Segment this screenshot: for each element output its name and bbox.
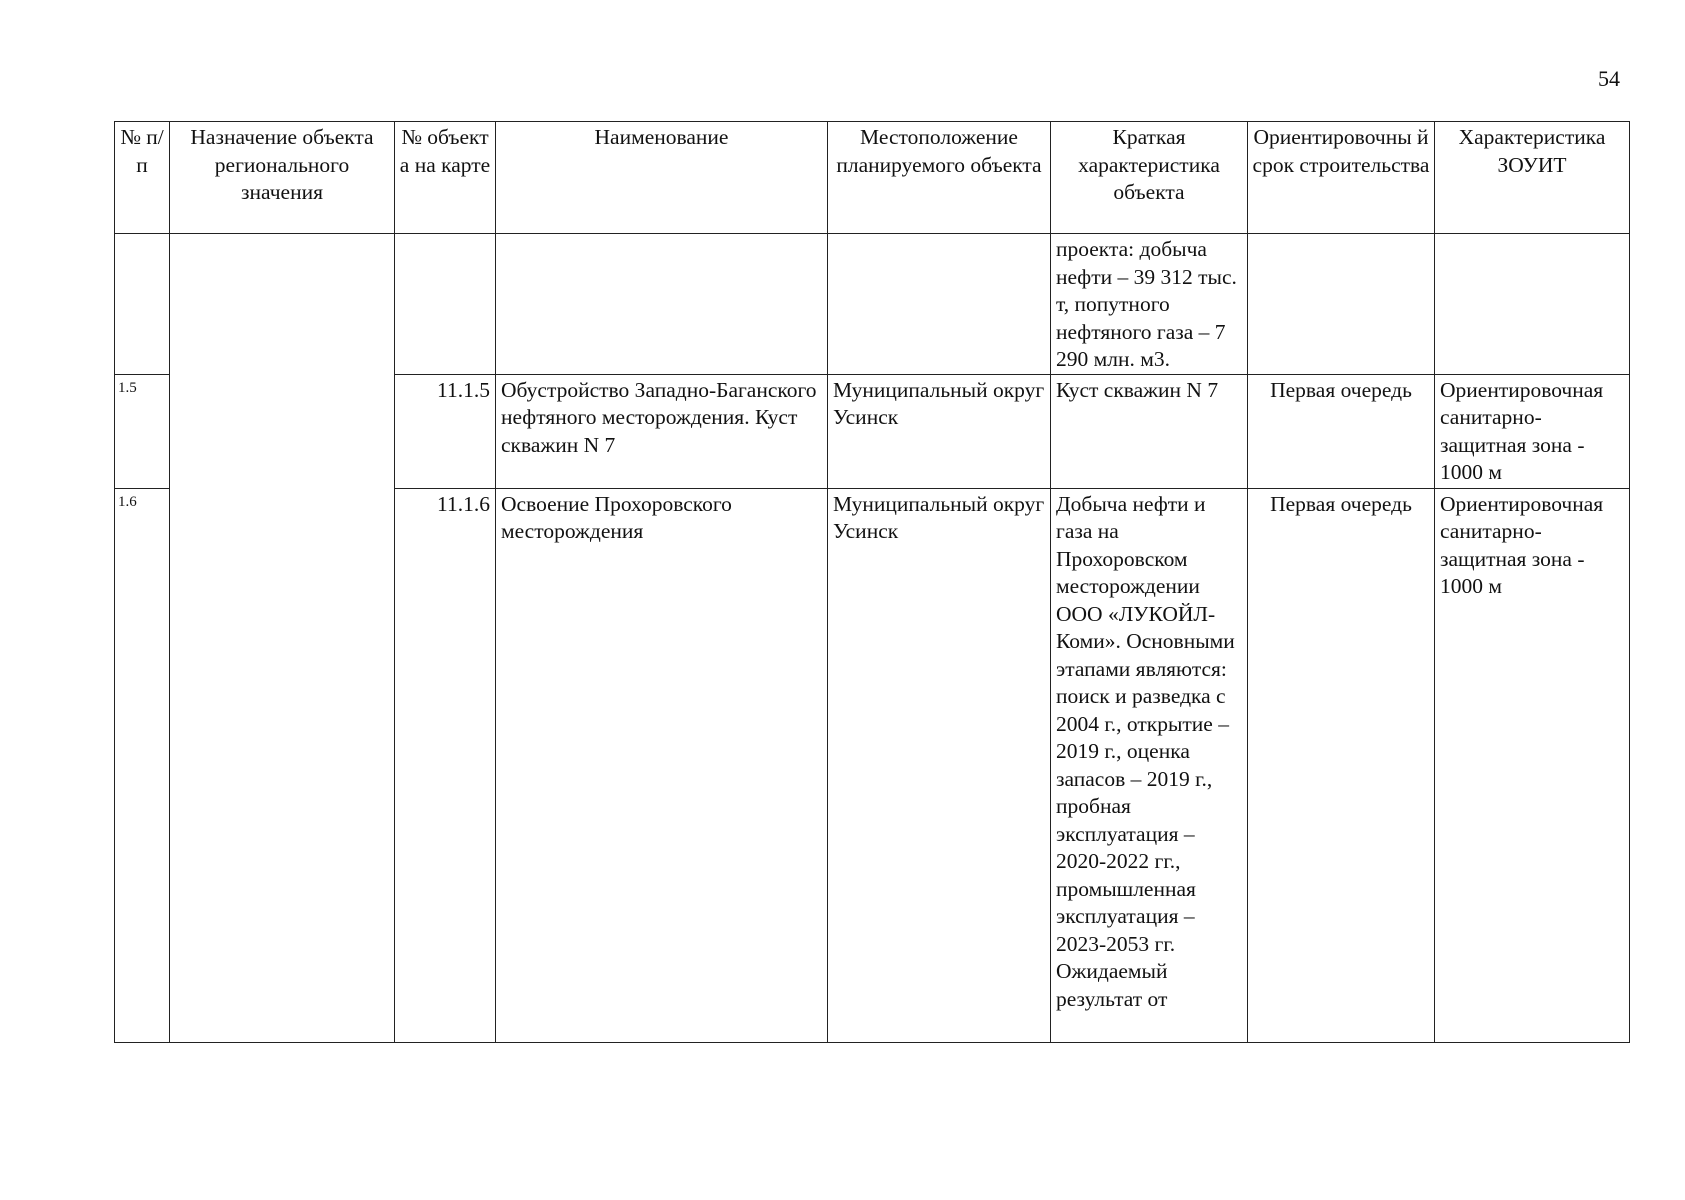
map-num-cell: 11.1.5 [395,374,496,488]
name-cell: Освоение Прохоровского месторождения [496,488,828,1042]
header-purpose: Назначение объекта регионального значения [170,122,395,234]
location-cell [828,234,1051,375]
header-name: Наименование [496,122,828,234]
description-cell: Куст скважин N 7 [1051,374,1248,488]
row-num-cell [115,234,170,375]
description-cell: Добыча нефти и газа на Прохоровском месторождении ООО «ЛУКОЙЛ-Коми». Основными этапами являются: поиск и разведка с 2004 г., открытие – 2019 г., оценка запасов – 2019 г., пробная эксплуатация – 2020-2022 гг., промышленная эксплуатация – 2023-2053 гг. Ожидаемый результат от [1051,488,1248,1042]
table-row [115,234,1630,375]
term-cell [1248,234,1435,375]
term-cell: Первая очередь [1248,374,1435,488]
name-cell [496,234,828,375]
header-zouit: Характеристика ЗОУИТ [1435,122,1630,234]
header-num: № п/п [115,122,170,234]
header-term: Ориентировочны й срок строительства [1248,122,1435,234]
zouit-cell [1435,234,1630,375]
description-cell: проекта: добыча нефти – 39 312 тыс. т, попутного нефтяного газа – 7 290 млн. м3. [1051,234,1248,375]
term-cell: Первая очередь [1248,488,1435,1042]
header-description: Краткая характеристика объекта [1051,122,1248,234]
map-num-cell: 11.1.6 [395,488,496,1042]
objects-table [114,121,1630,1043]
zouit-cell: Ориентировочная санитарно-защитная зона - 1000 м [1435,488,1630,1042]
header-location: Местоположение планируемого объекта [828,122,1051,234]
header-map-num: № объект а на карте [395,122,496,234]
location-cell: Муниципальный округ Усинск [828,374,1051,488]
purpose-cell [170,234,395,1043]
row-num-cell: 1.6 [115,488,170,1042]
zouit-cell: Ориентировочная санитарно-защитная зона - 1000 м [1435,374,1630,488]
map-num-cell [395,234,496,375]
name-cell: Обустройство Западно-Баганского нефтяного месторождения. Куст скважин N 7 [496,374,828,488]
location-cell: Муниципальный округ Усинск [828,488,1051,1042]
page-number: 54 [1598,66,1620,91]
table-header-row [115,122,1630,234]
row-num-cell: 1.5 [115,374,170,488]
